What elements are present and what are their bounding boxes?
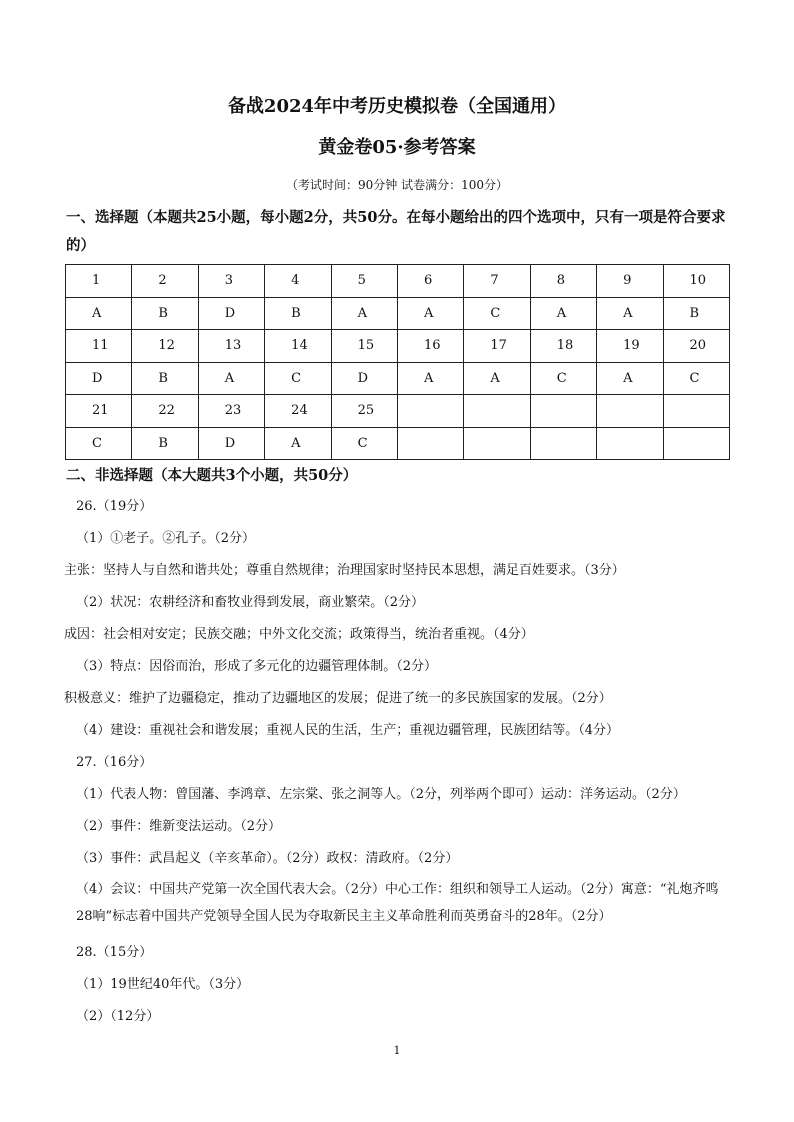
answer-table-cell: 25 (331, 395, 397, 428)
answer-table-cell (530, 427, 596, 460)
answer-table-cell: 6 (397, 265, 463, 298)
answer-table-cell: 17 (464, 330, 530, 363)
answer-table-cell: 16 (397, 330, 463, 363)
answer-table-cell: A (265, 427, 331, 460)
answer-table-cell (530, 395, 596, 428)
answer-table-cell: 11 (66, 330, 132, 363)
answer-table-cell: 8 (530, 265, 596, 298)
answer-table-cell: B (132, 427, 198, 460)
answer-table-cell (663, 427, 729, 460)
q27-part1: （1）代表人物：曾国藩、李鸿章、左宗棠、张之洞等人。（2分，列举两个即可）运动：洋务运动。（2分） (76, 787, 686, 802)
section1-heading: 一、选择题（本题共25小题，每小题2分，共50分。在每小题给出的四个选项中，只有一项是符合要求的） (66, 209, 726, 254)
answer-table-cell: C (530, 362, 596, 395)
answer-table-cell (464, 427, 530, 460)
q26-part1-claim: 主张：坚持人与自然和谐共处；尊重自然规律；治理国家时坚持民本思想，满足百姓要求。（3分） (64, 563, 625, 578)
answer-table-cell (397, 395, 463, 428)
answer-table-row (66, 297, 730, 330)
answer-table-row (66, 265, 730, 298)
answer-table-cell: B (132, 297, 198, 330)
answer-table-cell (397, 427, 463, 460)
answer-table-cell: A (331, 297, 397, 330)
answer-table-cell: A (66, 297, 132, 330)
section2-heading: 二、非选择题（本大题共3个小题，共50分） (66, 467, 358, 484)
q27-part2: （2）事件：维新变法运动。（2分） (76, 819, 282, 834)
answer-table-cell: B (265, 297, 331, 330)
answer-table-row (66, 362, 730, 395)
answer-table-cell: 15 (331, 330, 397, 363)
answer-table-row (66, 395, 730, 428)
exam-info: （考试时间：90分钟 试卷满分：100分） (286, 178, 508, 192)
answer-table-cell: 1 (66, 265, 132, 298)
answer-table-cell: D (198, 427, 264, 460)
answer-table-row (66, 427, 730, 460)
answer-table-cell: 10 (663, 265, 729, 298)
q28-part1: （1）19世纪40年代。（3分） (76, 977, 250, 992)
answer-table-cell: C (464, 297, 530, 330)
q26-part1: （1）①老子。②孔子。（2分） (76, 531, 256, 546)
answer-table-row (66, 330, 730, 363)
answer-table-cell: A (530, 297, 596, 330)
page-number: 1 (393, 1044, 401, 1057)
answer-table-cell: 5 (331, 265, 397, 298)
q26-part2: （2）状况：农耕经济和畜牧业得到发展，商业繁荣。（2分） (76, 595, 425, 610)
answer-table-cell: 23 (198, 395, 264, 428)
document-title: 备战2024年中考历史模拟卷（全国通用） (227, 96, 567, 117)
answer-table-cell: D (331, 362, 397, 395)
answer-table-cell: 24 (265, 395, 331, 428)
answer-table-cell: A (464, 362, 530, 395)
answer-table-cell: 7 (464, 265, 530, 298)
answer-table-cell (597, 395, 663, 428)
answer-table-cell: D (66, 362, 132, 395)
q26-part3-significance: 积极意义：维护了边疆稳定，推动了边疆地区的发展；促进了统一的多民族国家的发展。（2分） (64, 691, 612, 706)
q27-heading: 27.（16分） (76, 755, 153, 770)
answer-table-cell: A (397, 297, 463, 330)
q26-part4: （4）建设：重视社会和谐发展；重视人民的生活，生产；重视边疆管理，民族团结等。（4分） (76, 723, 620, 738)
answer-table-cell: B (663, 297, 729, 330)
q26-part2-cause: 成因：社会相对安定；民族交融；中外文化交流；政策得当，统治者重视。（4分） (64, 627, 534, 642)
answer-table-cell: C (66, 427, 132, 460)
answer-table-cell: 12 (132, 330, 198, 363)
answer-table-cell: 4 (265, 265, 331, 298)
answer-table-cell: 13 (198, 330, 264, 363)
document-subtitle: 黄金卷05·参考答案 (318, 137, 476, 158)
answer-table-cell: 2 (132, 265, 198, 298)
answer-table-cell: 21 (66, 395, 132, 428)
answer-table-cell: A (597, 362, 663, 395)
answer-table-cell: 22 (132, 395, 198, 428)
answer-table-cell: A (397, 362, 463, 395)
answer-table-cell: C (331, 427, 397, 460)
q27-part3: （3）事件：武昌起义（辛亥革命）。（2分）政权：清政府。（2分） (76, 851, 459, 866)
answer-table-cell: B (132, 362, 198, 395)
answer-table-cell (663, 395, 729, 428)
answer-table-cell: C (663, 362, 729, 395)
q26-heading: 26.（19分） (76, 499, 153, 514)
q28-part2: （2）（12分） (76, 1009, 160, 1024)
answer-table-cell: 14 (265, 330, 331, 363)
answer-table-cell: 9 (597, 265, 663, 298)
answer-table-cell: C (265, 362, 331, 395)
answer-table-cell: D (198, 297, 264, 330)
q26-part3: （3）特点：因俗而治，形成了多元化的边疆管理体制。（2分） (76, 659, 438, 674)
answer-table-cell: 3 (198, 265, 264, 298)
answer-table-cell: 18 (530, 330, 596, 363)
answer-table-cell (597, 427, 663, 460)
answer-table-cell: 19 (597, 330, 663, 363)
answer-table-cell: 20 (663, 330, 729, 363)
answer-table-cell: A (597, 297, 663, 330)
answer-table-cell: A (198, 362, 264, 395)
answer-table-cell (464, 395, 530, 428)
answer-table (65, 264, 730, 460)
q28-heading: 28.（15分） (76, 945, 153, 960)
q27-part4: （4）会议：中国共产党第一次全国代表大会。（2分）中心工作：组织和领导工人运动。（2分）寓意：“礼炮齐鸣28响”标志着中国共产党领导全国人民为夺取新民主主义革命胜利而英勇奋斗的28年。（2分） (76, 882, 719, 924)
